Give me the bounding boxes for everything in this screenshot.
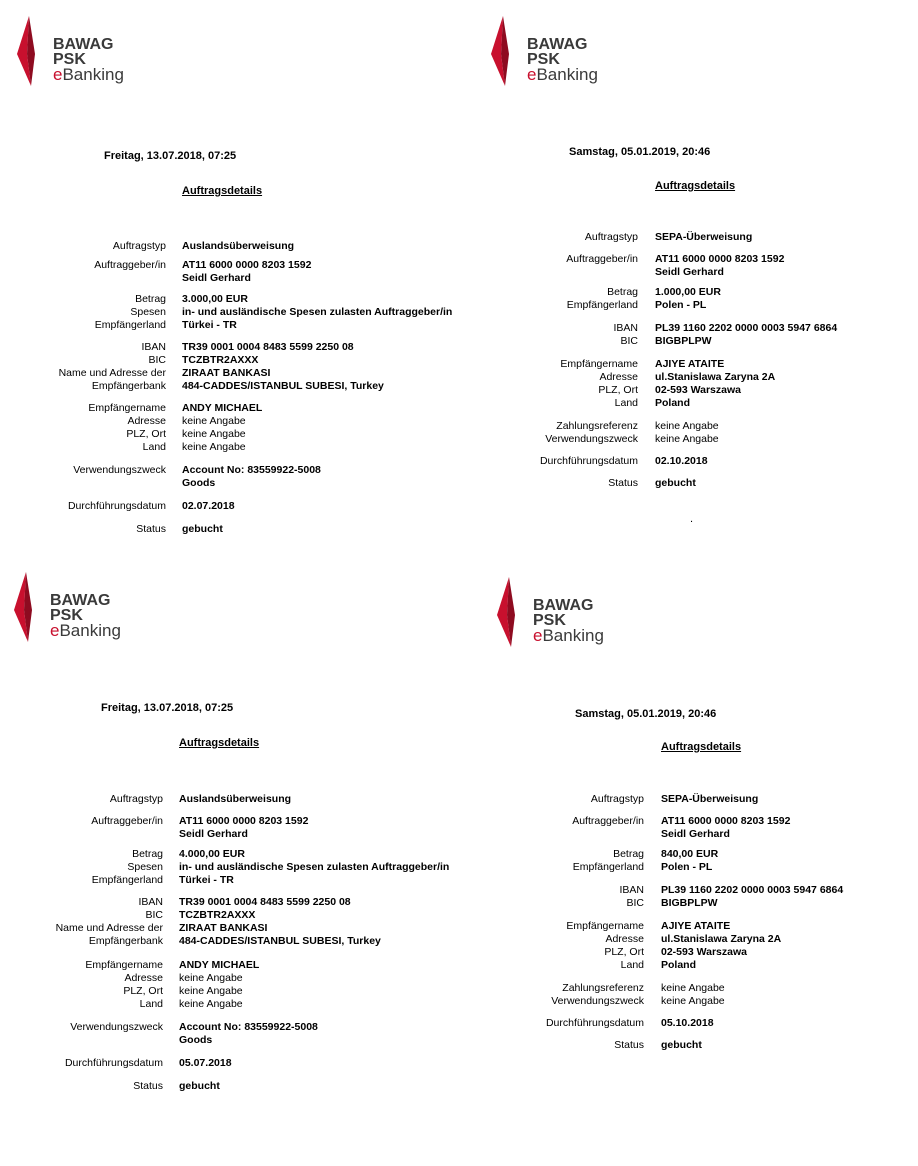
value-auftragstyp: Auslandsüberweisung (182, 240, 295, 252)
value-auftraggeber-name: Seidl Gerhard (182, 272, 251, 284)
label-auftraggeber: Auftraggeber/in (94, 259, 166, 271)
value-betrag: 840,00 EUR (661, 848, 719, 860)
value-status: gebucht (182, 523, 223, 535)
label-durch: Durchführungsdatum (67, 500, 166, 512)
logo-e: e (53, 65, 63, 84)
value-status: gebucht (655, 477, 696, 489)
value-adresse: ul.Stanislawa Zaryna 2A (655, 371, 776, 383)
value-adresse: ul.Stanislawa Zaryna 2A (661, 933, 782, 945)
logo-line2: PSK (53, 51, 86, 68)
label-status: Status (608, 477, 638, 489)
value-zweck: keine Angabe (661, 995, 725, 1007)
value-durch: 05.10.2018 (661, 1017, 714, 1029)
label-spesen: Spesen (130, 306, 166, 318)
label-bank-2: Empfängerbank (91, 380, 166, 392)
doc-title: Auftragsdetails (655, 180, 736, 192)
value-ref: keine Angabe (661, 982, 725, 994)
doc-title: Auftragsdetails (661, 741, 742, 753)
label-land: Empfängerland (94, 319, 166, 331)
value-zweck-2: Goods (182, 477, 216, 489)
label-zweck: Verwendungszweck (545, 433, 638, 445)
svg-text:PSK: PSK (50, 607, 83, 624)
value-bank-addr: 484-CADDES/ISTANBUL SUBESI, Turkey (179, 935, 381, 947)
value-ref: keine Angabe (655, 420, 719, 432)
label-auftragstyp: Auftragstyp (590, 793, 644, 805)
doc-date: Samstag, 05.01.2019, 20:46 (575, 708, 717, 720)
value-zweck-1: Account No: 83559922-5008 (179, 1021, 318, 1033)
label-status: Status (614, 1039, 644, 1051)
value-auftraggeber-iban: AT11 6000 0000 8203 1592 (661, 815, 791, 827)
label-land: Empfängerland (572, 861, 644, 873)
value-auftragstyp: SEPA-Überweisung (655, 231, 753, 243)
label-bic: BIC (148, 354, 166, 366)
svg-text:eBanking: eBanking (527, 65, 598, 84)
value-bic: TCZBTR2AXXX (179, 909, 256, 921)
value-durch: 02.07.2018 (182, 500, 235, 512)
label-plz: PLZ, Ort (123, 985, 163, 997)
doc-date: Samstag, 05.01.2019, 20:46 (569, 146, 711, 158)
value-auftraggeber-name: Seidl Gerhard (661, 828, 730, 840)
value-adresse: keine Angabe (182, 415, 246, 427)
label-iban: IBAN (619, 884, 644, 896)
label-adresse: Adresse (124, 972, 163, 984)
label-iban: IBAN (141, 341, 166, 353)
label-adresse: Adresse (599, 371, 638, 383)
value-iban: PL39 1160 2202 0000 0003 5947 6864 (661, 884, 844, 896)
label-empf: Empfängername (85, 959, 163, 971)
label-durch: Durchführungsdatum (64, 1057, 163, 1069)
bawag-logo (12, 570, 152, 644)
value-bank-name: ZIRAAT BANKASI (179, 922, 268, 934)
logo-banking: Banking (62, 65, 124, 84)
label-empf: Empfängername (88, 402, 166, 414)
label-auftraggeber: Auftraggeber/in (566, 253, 638, 265)
label-bic: BIC (626, 897, 644, 909)
label-adresse: Adresse (605, 933, 644, 945)
value-auftraggeber-iban: AT11 6000 0000 8203 1592 (179, 815, 309, 827)
logo-line1: BAWAG (53, 36, 114, 53)
label-status: Status (133, 1080, 163, 1092)
value-zweck-2: Goods (179, 1034, 213, 1046)
value-iban: TR39 0001 0004 8483 5599 2250 08 (182, 341, 354, 353)
label-auftraggeber: Auftraggeber/in (572, 815, 644, 827)
value-status: gebucht (179, 1080, 220, 1092)
value-land: Polen - PL (661, 861, 713, 873)
label-bic: BIC (145, 909, 163, 921)
svg-text:BAWAG: BAWAG (533, 597, 594, 614)
value-empf: AJIYE ATAITE (655, 358, 725, 370)
label-land: Empfängerland (91, 874, 163, 886)
value-auftragstyp: Auslandsüberweisung (179, 793, 292, 805)
label-zweck: Verwendungszweck (70, 1021, 163, 1033)
label-iban: IBAN (138, 896, 163, 908)
label-auftraggeber: Auftraggeber/in (91, 815, 163, 827)
value-betrag: 1.000,00 EUR (655, 286, 721, 298)
value-plz: 02-593 Warszawa (655, 384, 741, 396)
value-bic: BIGBPLPW (655, 335, 712, 347)
bawag-logo (489, 14, 629, 88)
bawag-logo (495, 575, 635, 649)
value-empf: AJIYE ATAITE (661, 920, 731, 932)
label-betrag: Betrag (132, 848, 163, 860)
value-iban: PL39 1160 2202 0000 0003 5947 6864 (655, 322, 838, 334)
label-plz: PLZ, Ort (598, 384, 638, 396)
bawag-logo (15, 14, 155, 88)
value-landx: keine Angabe (179, 998, 243, 1010)
label-landx: Land (620, 959, 644, 971)
value-land: Türkei - TR (179, 874, 234, 886)
doc-title: Auftragsdetails (182, 185, 263, 197)
svg-text:eBanking: eBanking (50, 621, 121, 640)
value-auftraggeber-iban: AT11 6000 0000 8203 1592 (655, 253, 785, 265)
value-iban: TR39 0001 0004 8483 5599 2250 08 (179, 896, 351, 908)
label-empf: Empfängername (566, 920, 644, 932)
value-auftraggeber-iban: AT11 6000 0000 8203 1592 (182, 259, 312, 271)
value-bank-name: ZIRAAT BANKASI (182, 367, 271, 379)
label-ref: Zahlungsreferenz (556, 420, 638, 432)
label-plz: PLZ, Ort (126, 428, 166, 440)
label-landx: Land (614, 397, 638, 409)
value-bic: TCZBTR2AXXX (182, 354, 259, 366)
label-status: Status (136, 523, 166, 535)
value-empf: ANDY MICHAEL (182, 402, 263, 414)
value-durch: 05.07.2018 (179, 1057, 232, 1069)
label-auftragstyp: Auftragstyp (584, 231, 638, 243)
value-zweck-1: Account No: 83559922-5008 (182, 464, 321, 476)
value-betrag: 3.000,00 EUR (182, 293, 248, 305)
label-plz: PLZ, Ort (604, 946, 644, 958)
value-status: gebucht (661, 1039, 702, 1051)
value-zweck: keine Angabe (655, 433, 719, 445)
svg-text:eBanking: eBanking (533, 626, 604, 645)
doc-date: Freitag, 13.07.2018, 07:25 (104, 150, 237, 162)
label-bank-2: Empfängerbank (88, 935, 163, 947)
svg-text:eBanking (53, 65, 124, 84)
value-spesen: in- und ausländische Spesen zulasten Auftraggeber/in (179, 861, 450, 873)
doc-date: Freitag, 13.07.2018, 07:25 (101, 702, 234, 714)
value-betrag: 4.000,00 EUR (179, 848, 245, 860)
value-auftragstyp: SEPA-Überweisung (661, 793, 759, 805)
label-betrag: Betrag (135, 293, 166, 305)
label-landx: Land (142, 441, 166, 453)
value-empf: ANDY MICHAEL (179, 959, 260, 971)
label-spesen: Spesen (127, 861, 163, 873)
value-plz: 02-593 Warszawa (661, 946, 747, 958)
stray-dot: . (690, 513, 694, 525)
label-zweck: Verwendungszweck (551, 995, 644, 1007)
label-auftragstyp: Auftragstyp (112, 240, 166, 252)
value-landx: keine Angabe (182, 441, 246, 453)
label-bic: BIC (620, 335, 638, 347)
value-bic: BIGBPLPW (661, 897, 718, 909)
value-landx: Poland (655, 397, 691, 409)
value-land: Türkei - TR (182, 319, 237, 331)
label-zweck: Verwendungszweck (73, 464, 166, 476)
label-betrag: Betrag (613, 848, 644, 860)
label-bank-1: Name und Adresse der (55, 922, 163, 934)
value-auftraggeber-name: Seidl Gerhard (655, 266, 724, 278)
value-land: Polen - PL (655, 299, 707, 311)
label-durch: Durchführungsdatum (539, 455, 638, 467)
value-spesen: in- und ausländische Spesen zulasten Auftraggeber/in (182, 306, 453, 318)
label-betrag: Betrag (607, 286, 638, 298)
value-adresse: keine Angabe (179, 972, 243, 984)
value-landx: Poland (661, 959, 697, 971)
label-durch: Durchführungsdatum (545, 1017, 644, 1029)
value-plz: keine Angabe (179, 985, 243, 997)
label-bank-1: Name und Adresse der (58, 367, 166, 379)
label-iban: IBAN (613, 322, 638, 334)
doc-title: Auftragsdetails (179, 737, 260, 749)
value-bank-addr: 484-CADDES/ISTANBUL SUBESI, Turkey (182, 380, 384, 392)
label-land: Empfängerland (566, 299, 638, 311)
label-adresse: Adresse (127, 415, 166, 427)
label-empf: Empfängername (560, 358, 638, 370)
svg-text:PSK: PSK (533, 612, 566, 629)
svg-text:BAWAG: BAWAG (50, 592, 111, 609)
value-plz: keine Angabe (182, 428, 246, 440)
label-auftragstyp: Auftragstyp (109, 793, 163, 805)
svg-text:BAWAG: BAWAG (527, 36, 588, 53)
label-ref: Zahlungsreferenz (562, 982, 644, 994)
label-landx: Land (139, 998, 163, 1010)
value-durch: 02.10.2018 (655, 455, 708, 467)
value-auftraggeber-name: Seidl Gerhard (179, 828, 248, 840)
svg-text:PSK: PSK (527, 51, 560, 68)
